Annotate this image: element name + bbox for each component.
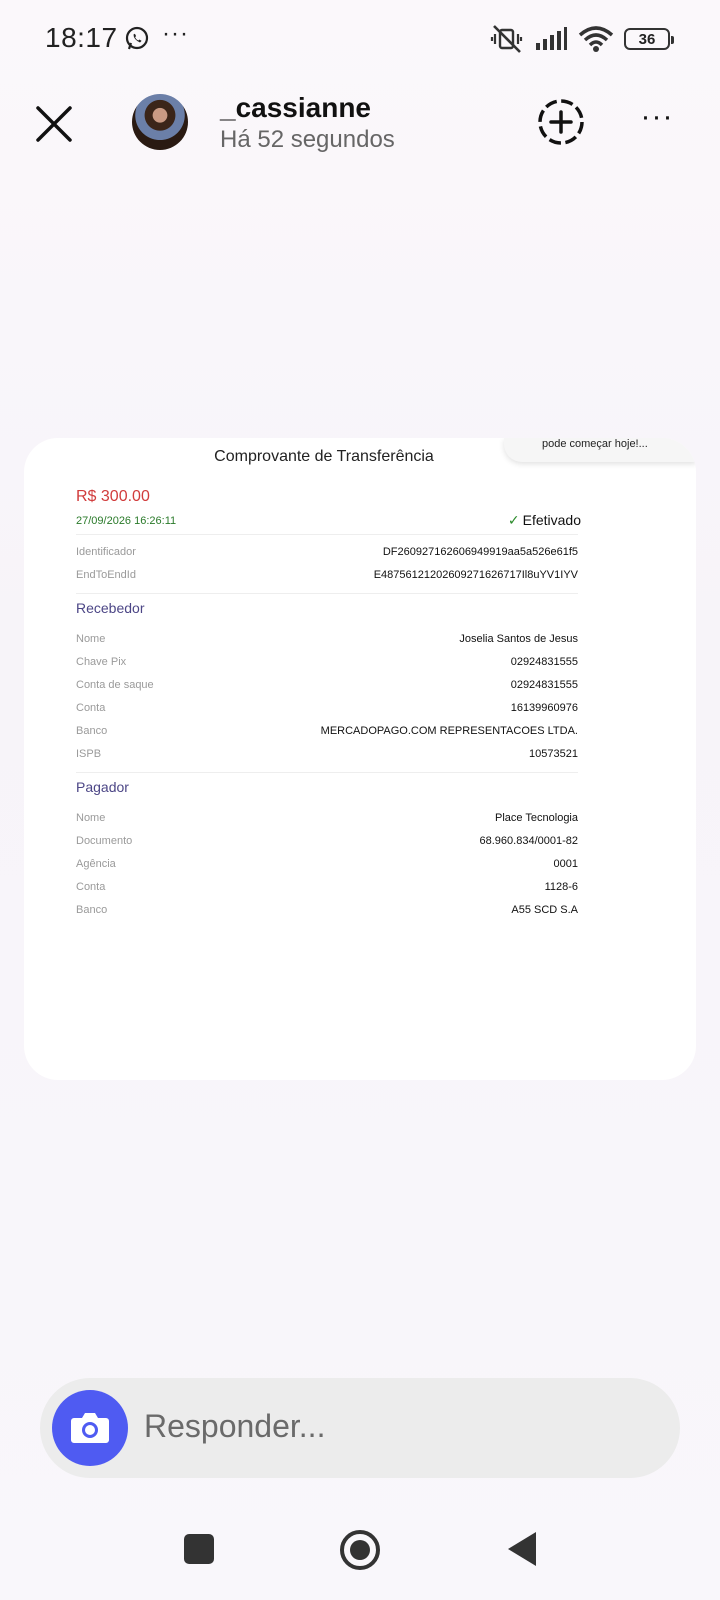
divider	[76, 593, 578, 594]
receipt-row	[76, 812, 578, 828]
status-bar	[0, 0, 720, 78]
receipt-row	[76, 679, 578, 695]
whatsapp-icon	[124, 26, 150, 52]
check-icon: ✓	[507, 512, 520, 528]
row-label: Banco	[76, 904, 108, 916]
status-time: 18:17	[45, 22, 118, 53]
receipt-row	[76, 835, 578, 851]
section-heading-recebedor: Recebedor	[76, 600, 145, 616]
receipt-row	[76, 656, 578, 672]
row-label: Conta de saque	[76, 679, 154, 691]
row-value: Place Tecnologia	[495, 812, 578, 824]
close-icon[interactable]	[30, 100, 78, 148]
row-value: 02924831555	[510, 679, 578, 691]
row-label: Nome	[76, 812, 106, 824]
row-value: Joselia Santos de Jesus	[459, 633, 578, 645]
receipt-row	[76, 881, 578, 897]
row-label: Conta	[76, 881, 106, 893]
wifi-icon	[578, 25, 614, 53]
add-to-story-icon[interactable]	[535, 96, 587, 148]
row-value: 68.960.834/0001-82	[479, 835, 578, 847]
row-value: MERCADOPAGO.COM REPRESENTACOES LTDA.	[320, 725, 578, 737]
battery-icon	[624, 28, 670, 50]
divider	[76, 772, 578, 773]
row-label: Documento	[76, 835, 133, 847]
receipt-card	[24, 438, 696, 1080]
username[interactable]: _cassianne	[220, 92, 371, 123]
camera-icon	[52, 1390, 128, 1466]
receipt-row	[76, 633, 578, 649]
receipt-row	[76, 725, 578, 741]
row-value: 16139960976	[510, 702, 578, 714]
row-value: 10573521	[529, 748, 578, 760]
receipt-row	[76, 748, 578, 764]
divider	[76, 534, 578, 535]
row-value: E48756121202609271626717Il8uYV1IYV	[373, 569, 578, 581]
row-label: Nome	[76, 633, 106, 645]
system-nav-bar	[0, 1520, 720, 1600]
receipt-row	[76, 858, 578, 874]
row-label: Banco	[76, 725, 108, 737]
back-icon[interactable]	[508, 1532, 536, 1566]
status-badge	[508, 512, 581, 529]
row-value: 1128-6	[544, 881, 578, 893]
row-label: Conta	[76, 702, 106, 714]
section-heading-pagador: Pagador	[76, 779, 129, 795]
camera-button[interactable]	[52, 1390, 128, 1466]
row-value: 0001	[553, 858, 578, 870]
silent-vibrate-off-icon	[490, 24, 524, 54]
row-label: EndToEndId	[76, 569, 136, 581]
row-label: Chave Pix	[76, 656, 127, 668]
receipt-row	[76, 546, 578, 562]
recent-apps-icon[interactable]	[184, 1534, 214, 1564]
notification-snippet-text: pode começar hoje!...	[542, 438, 648, 450]
reply-placeholder: Responder...	[144, 1408, 326, 1444]
more-options-icon[interactable]: ···	[640, 100, 674, 133]
receipt-datetime: 27/09/2026 16:26:11	[76, 515, 177, 527]
status-label: Efetivado	[522, 512, 581, 528]
receipt-amount: R$ 300.00	[76, 488, 150, 505]
row-label: Identificador	[76, 546, 136, 558]
receipt-row	[76, 904, 578, 920]
row-value: DF260927162606949919aa5a526e61f5	[382, 546, 578, 558]
story-time-ago: Há 52 segundos	[220, 126, 395, 153]
reply-input[interactable]	[40, 1378, 680, 1478]
row-label: ISPB	[76, 748, 102, 760]
status-overflow-icon: ···	[162, 20, 189, 47]
battery-level: 36	[638, 30, 656, 48]
receipt-row	[76, 569, 578, 585]
row-value: A55 SCD S.A	[511, 904, 578, 916]
row-label: Agência	[76, 858, 116, 870]
avatar[interactable]	[132, 94, 188, 150]
home-icon[interactable]	[340, 1530, 380, 1570]
status-right-icons	[490, 24, 670, 54]
story-header	[0, 82, 720, 166]
signal-icon	[534, 26, 568, 52]
receipt-row	[76, 702, 578, 718]
row-value: 02924831555	[510, 656, 578, 668]
receipt-title: Comprovante de Transferência	[214, 448, 434, 465]
